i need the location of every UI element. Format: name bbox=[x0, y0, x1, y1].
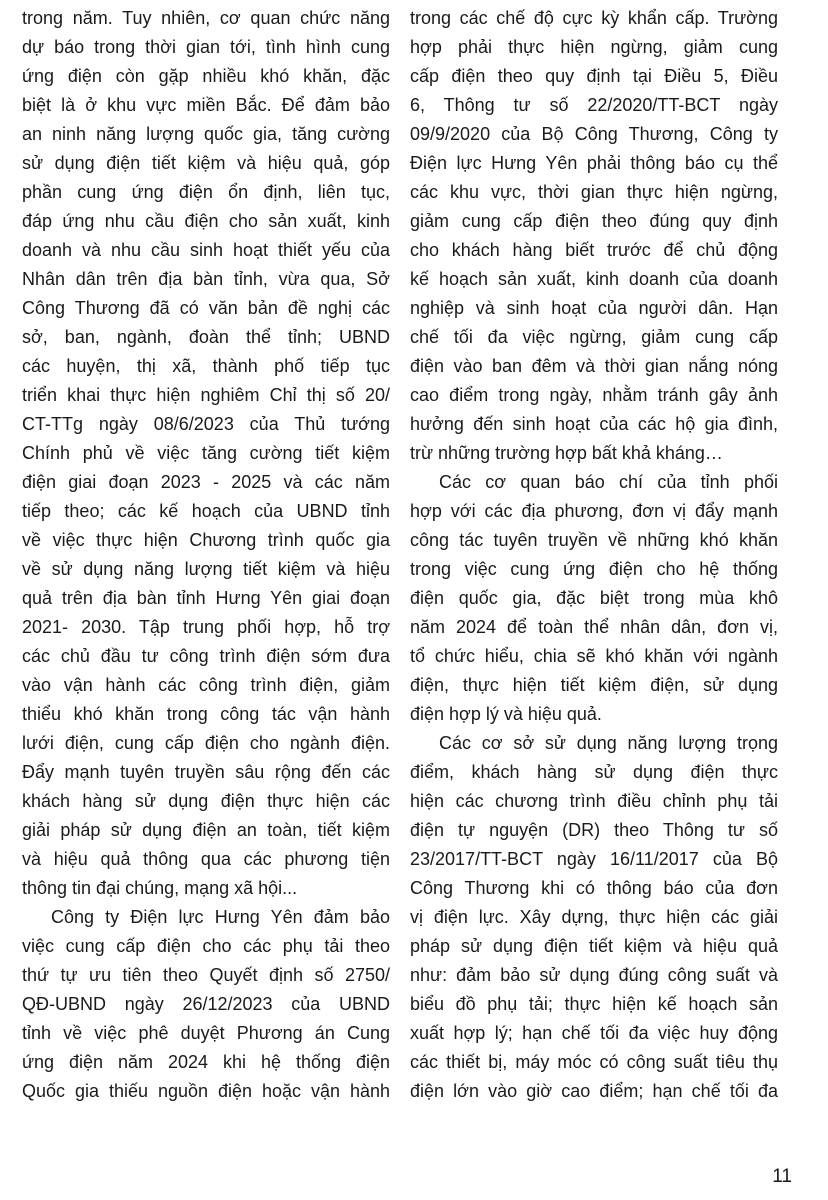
text-line: về sử dụng năng lượng tiết kiệm và hiệu bbox=[22, 559, 390, 579]
text-line: như: đảm bảo sử dụng đúng công suất và bbox=[410, 965, 778, 985]
text-line: Chính phủ về việc tăng cường tiết kiệm bbox=[22, 443, 390, 463]
text-line: Quốc gia thiếu nguồn điện hoặc vận hành bbox=[22, 1081, 390, 1101]
text-line: điện hợp lý và hiệu quả. bbox=[410, 704, 602, 724]
text-line: đáp ứng nhu cầu điện cho sản xuất, kinh bbox=[22, 211, 390, 231]
text-line: ứng điện còn gặp nhiều khó khăn, đặc bbox=[22, 66, 390, 86]
text-line: các huyện, thị xã, thành phố tiếp tục bbox=[22, 356, 390, 376]
text-line: năm 2024 để toàn thể nhân dân, đơn vị, bbox=[410, 617, 778, 637]
text-line: và hiệu quả thông qua các phương tiện bbox=[22, 849, 390, 869]
text-line: khách hàng sử dụng điện thực hiện các bbox=[22, 791, 390, 811]
text-line: điện lớn vào giờ cao điểm; hạn chế tối đa bbox=[410, 1081, 778, 1101]
text-line: cho khách hàng biết trước để chủ động bbox=[410, 240, 778, 260]
text-line: điểm, khách hàng sử dụng điện thực bbox=[410, 762, 778, 782]
text-line: Đẩy mạnh tuyên truyền sâu rộng đến các bbox=[22, 762, 390, 782]
text-line: trong việc cung ứng điện cho hệ thống bbox=[410, 559, 778, 579]
text-line: triển khai thực hiện nghiêm Chỉ thị số 20/ bbox=[22, 385, 390, 405]
text-line: an ninh năng lượng quốc gia, tăng cường bbox=[22, 124, 390, 144]
text-line: điện tự nguyện (DR) theo Thông tư số bbox=[410, 820, 778, 840]
text-line: điện vào ban đêm và thời gian nắng nóng bbox=[410, 356, 778, 376]
text-line: lưới điện, cung cấp điện cho ngành điện. bbox=[22, 733, 390, 753]
text-line: hợp với các địa phương, đơn vị đẩy mạnh bbox=[410, 501, 778, 521]
page-number: 11 bbox=[772, 1166, 792, 1187]
text-line: vị điện lực. Xây dựng, thực hiện các giải bbox=[410, 907, 778, 927]
text-line: thông tin đại chúng, mạng xã hội... bbox=[22, 878, 298, 898]
text-line: sở, ban, ngành, đoàn thể tỉnh; UBND bbox=[22, 327, 390, 347]
text-line: cao điểm trong ngày, nhằm tránh gây ảnh bbox=[410, 385, 778, 405]
text-line: Công ty Điện lực Hưng Yên đảm bảo bbox=[51, 907, 390, 927]
text-line: doanh và nhu cầu sinh hoạt thiết yếu của bbox=[22, 240, 390, 260]
text-line: 6, Thông tư số 22/2020/TT-BCT ngày bbox=[410, 95, 778, 115]
text-line: Các cơ quan báo chí của tỉnh phối bbox=[439, 472, 778, 492]
text-line: nghiệp và sinh hoạt của người dân. Hạn bbox=[410, 298, 778, 318]
text-line: tiếp theo; các kế hoạch của UBND tỉnh bbox=[22, 501, 390, 521]
text-line: pháp sử dụng điện tiết kiệm và hiệu quả bbox=[410, 936, 778, 956]
text-line: vào vận hành các công trình điện, giảm bbox=[22, 675, 390, 695]
text-line: giảm cung cấp điện theo đúng quy định bbox=[410, 211, 778, 231]
left-text-column bbox=[22, 4, 390, 1106]
text-line: điện, thực hiện tiết kiệm điện, sử dụng bbox=[410, 675, 778, 695]
text-line: Nhân dân trên địa bàn tỉnh, vừa qua, Sở bbox=[22, 269, 390, 289]
text-line: ứng điện năm 2024 khi hệ thống điện bbox=[22, 1052, 390, 1072]
text-line: biệt là ở khu vực miền Bắc. Để đảm bảo bbox=[22, 95, 390, 115]
text-line: hiện các chương trình điều chỉnh phụ tải bbox=[410, 791, 778, 811]
text-line: công tác tuyên truyền về những khó khăn bbox=[410, 530, 778, 550]
text-line: QĐ-UBND ngày 26/12/2023 của UBND bbox=[22, 994, 390, 1014]
text-line: điện quốc gia, đặc biệt trong mùa khô bbox=[410, 588, 778, 608]
text-line: 09/9/2020 của Bộ Công Thương, Công ty bbox=[410, 124, 778, 144]
text-line: các thiết bị, máy móc có công suất tiêu thụ bbox=[410, 1052, 778, 1072]
text-line: Công Thương đã có văn bản đề nghị các bbox=[22, 298, 390, 318]
text-line: về việc thực hiện Chương trình quốc gia bbox=[22, 530, 390, 550]
text-line: cấp điện theo quy định tại Điều 5, Điều bbox=[410, 66, 778, 86]
text-line: 2021- 2030. Tập trung phối hợp, hỗ trợ bbox=[22, 617, 390, 637]
text-line: các khu vực, thời gian thực hiện ngừng, bbox=[410, 182, 778, 202]
text-line: Công Thương khi có thông báo của đơn bbox=[410, 878, 778, 898]
text-line: 23/2017/TT-BCT ngày 16/11/2017 của Bộ bbox=[410, 849, 778, 869]
right-text-column bbox=[410, 4, 778, 1106]
text-line: sử dụng điện tiết kiệm và hiệu quả, góp bbox=[22, 153, 390, 173]
text-line: phần cung ứng điện ổn định, liên tục, bbox=[22, 182, 390, 202]
text-line: biểu đồ phụ tải; thực hiện kế hoạch sản bbox=[410, 994, 778, 1014]
text-line: kế hoạch sản xuất, kinh doanh của doanh bbox=[410, 269, 778, 289]
text-line: Các cơ sở sử dụng năng lượng trọng bbox=[439, 733, 778, 753]
text-line: việc cung cấp điện cho các phụ tải theo bbox=[22, 936, 390, 956]
text-line: hưởng đến sinh hoạt của các hộ gia đình, bbox=[410, 414, 778, 434]
text-line: thiểu khó khăn trong công tác vận hành bbox=[22, 704, 390, 724]
text-line: hợp phải thực hiện ngừng, giảm cung bbox=[410, 37, 778, 57]
text-line: trong các chế độ cực kỳ khẩn cấp. Trường bbox=[410, 8, 778, 28]
text-line: xuất hợp lý; hạn chế tối đa việc huy động bbox=[410, 1023, 778, 1043]
text-line: dự báo trong thời gian tới, tình hình cung bbox=[22, 37, 390, 57]
text-line: tỉnh về việc phê duyệt Phương án Cung bbox=[22, 1023, 390, 1043]
text-line: quả trên địa bàn tỉnh Hưng Yên giai đoạn bbox=[22, 588, 390, 608]
text-line: thứ tự ưu tiên theo Quyết định số 2750/ bbox=[22, 965, 390, 985]
text-line: giải pháp sử dụng điện an toàn, tiết kiệm bbox=[22, 820, 390, 840]
text-line: Điện lực Hưng Yên phải thông báo cụ thể bbox=[410, 153, 778, 173]
text-line: chế tối đa việc ngừng, giảm cung cấp bbox=[410, 327, 778, 347]
text-line: CT-TTg ngày 08/6/2023 của Thủ tướng bbox=[22, 414, 390, 434]
text-line: các chủ đầu tư công trình điện sớm đưa bbox=[22, 646, 390, 666]
text-line: tổ chức hiểu, chia sẽ khó khăn với ngành bbox=[410, 646, 778, 666]
text-line: trong năm. Tuy nhiên, cơ quan chức năng bbox=[22, 8, 390, 28]
text-line: trừ những trường hợp bất khả kháng… bbox=[410, 443, 723, 463]
text-line: điện giai đoạn 2023 - 2025 và các năm bbox=[22, 472, 390, 492]
